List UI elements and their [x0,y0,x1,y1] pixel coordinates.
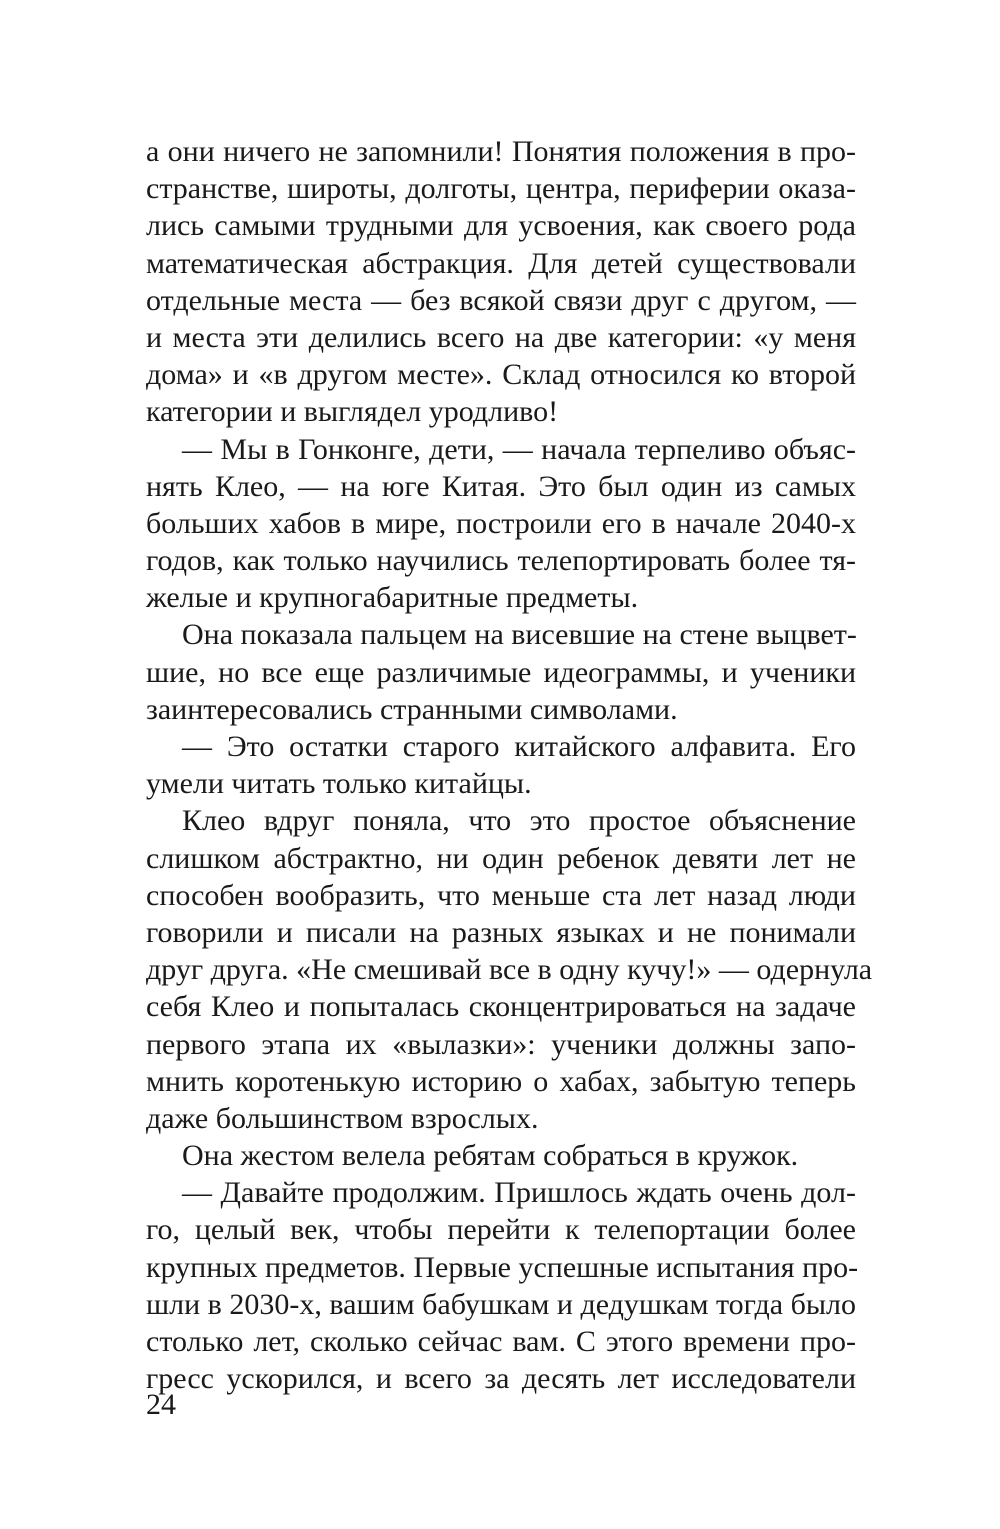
text-line: умели читать только китайцы. [146,767,532,801]
text-line: способен вообразить, что меньше ста лет назад люди [146,878,856,912]
text-line: первого этапа их «вылазки»: ученики должны запо- [146,1027,856,1061]
text-line: математическая абстракция. Для детей существовали [146,246,856,280]
text-line: друг друга. «Не смешивай все в одну кучу!» — одернула [146,953,873,987]
text-line: Она показала пальцем на висевшие на стене выцвет- [182,618,857,652]
text-line: желые и крупногабаритные предметы. [146,581,639,615]
text-line: го, целый век, чтобы перейти к телепортации более [146,1213,856,1247]
body-text [146,133,873,1397]
text-line: Она жестом велела ребятам собраться в кружок. [182,1139,799,1173]
text-line: говорили и писали на разных языках и не понимали [146,915,856,949]
text-line: даже большинством взрослых. [146,1101,539,1135]
text-line: столько лет, сколько сейчас вам. С этого времени про- [146,1325,856,1358]
text-line: — Давайте продолжим. Пришлось ждать очень дол- [182,1176,856,1210]
page-number: 24 [146,1388,176,1421]
text-line: — Мы в Гонконге, дети, — начала терпеливо объяс- [182,432,856,466]
text-line: дома» и «в другом месте». Склад относился ко второй [146,358,856,392]
text-line: слишком абстрактно, ни один ребенок девяти лет не [146,841,856,875]
text-line: нять Клео, — на юге Китая. Это был один из самых [146,469,856,503]
text-line: больших хабов в мире, построили его в начале 2040-х [146,506,856,540]
text-line: годов, как только научились телепортировать более тя- [146,544,856,578]
text-line: а они ничего не запомнили! Понятия положения в про- [146,135,856,168]
text-line: Клео вдруг поняла, что это простое объяснение [182,804,856,838]
text-line: отдельные места — без всякой связи друг с другом, — [146,283,856,317]
text-line: шие, но все еще различимые идеограммы, и ученики [146,655,856,689]
text-line: странстве, широты, долготы, центра, периферии оказа- [146,172,856,206]
text-line: категории и выглядел уродливо! [146,395,559,429]
text-line: мнить коротенькую историю о хабах, забытую теперь [146,1064,856,1098]
text-line: себя Клео и попыталась сконцентрироваться на задаче [146,990,856,1024]
text-line: лись самыми трудными для усвоения, как своего рода [146,209,856,243]
text-line: крупных предметов. Первые успешные испытания про- [146,1250,859,1284]
text-line: заинтересовались странными символами. [146,692,678,726]
text-line: — Это остатки старого китайского алфавита. Его [182,730,856,763]
text-line: гресс ускорился, и всего за десять лет исследователи [146,1362,856,1396]
text-line: и места эти делились всего на две категории: «у меня [146,320,856,354]
text-line: шли в 2030-х, вашим бабушкам и дедушкам тогда было [146,1287,856,1321]
